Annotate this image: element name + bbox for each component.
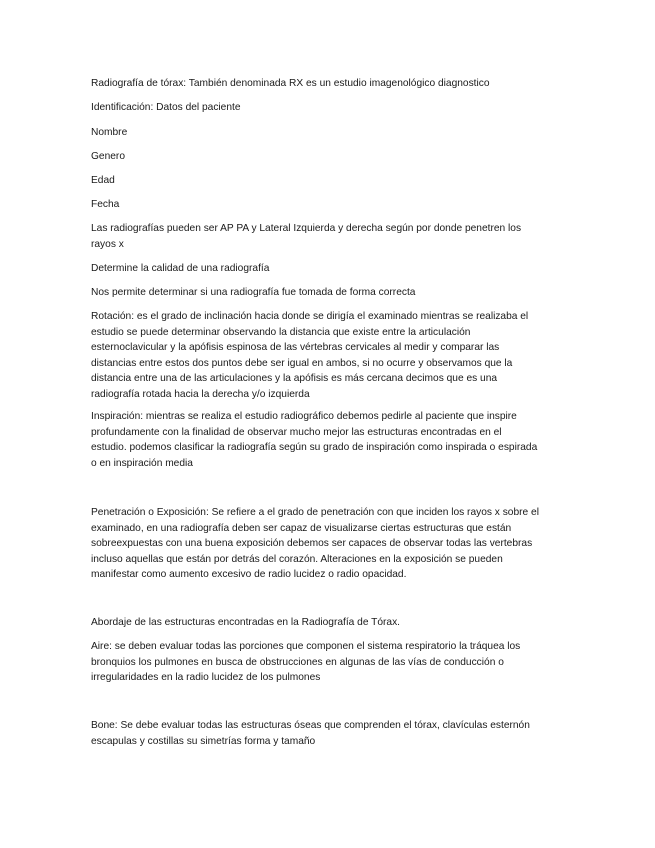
text-line: Abordaje de las estructuras encontradas en la Radiografía de Tórax. — [91, 617, 401, 628]
aire-paragraph — [91, 639, 571, 686]
penetracion-paragraph — [91, 505, 571, 583]
text-line: Aire: se deben evaluar todas las porciones que componen el sistema respiratorio la tráquea los — [91, 641, 521, 652]
field-fecha — [91, 197, 571, 213]
text-line: Nombre — [91, 127, 128, 138]
text-line: irregularidades en la radio lucidez de los pulmones — [91, 672, 321, 684]
text-line: Bone: Se debe evaluar todas las estructuras óseas que comprenden el tórax, clavículas esternón — [91, 720, 530, 731]
text-line: Fecha — [91, 199, 120, 210]
text-line: bronquios los pulmones en busca de obstrucciones en algunas de las vías de conducción o — [91, 656, 504, 668]
text-line: sobreexpuestas con una buena exposición debemos ser capaces de observar todas las vertebras — [91, 538, 533, 550]
radiografias-paragraph — [91, 221, 571, 252]
text-line: examinado, en una radiografía deben ser capaz de visualizarse ciertas estructuras que están — [91, 522, 512, 534]
text-line: estudio. podemos clasificar la radiografía según su grado de inspiración como inspirada o espirada — [91, 442, 538, 454]
text-line: manifestar como aumento excesivo de radio lucidez o radio opacidad. — [91, 569, 407, 581]
text-line: Las radiografías pueden ser AP PA y Lateral Izquierda y derecha según por donde penetren los — [91, 223, 522, 234]
text-line: Edad — [91, 175, 115, 186]
text-line: radiografía rotada hacia la derecha y/o izquierda — [91, 388, 310, 400]
text-line: distancias entre estos dos puntos debe ser igual en ambos, si no ocurre y observamos que la — [91, 357, 513, 369]
text-line: escapulas y costillas su simetrías forma y tamaño — [91, 735, 316, 747]
rotacion-paragraph — [91, 309, 571, 403]
text-line: Inspiración: mientras se realiza el estudio radiográfico debemos pedirle al paciente que inspire — [91, 411, 517, 422]
text-line: Penetración o Exposición: Se refiere a el grado de penetración con que inciden los rayos x sobre el — [91, 507, 539, 518]
abordaje-heading — [91, 615, 571, 631]
title-paragraph — [91, 76, 571, 92]
text-line: esternoclavicular y la apófisis espinosa de las vértebras cervicales al medir y comparar las — [91, 342, 500, 354]
quality-heading — [91, 261, 571, 277]
field-genero — [91, 149, 571, 165]
field-nombre — [91, 125, 571, 141]
text-line: Rotación: es el grado de inclinación hacia donde se dirigía el examinado mientras se realizaba el — [91, 311, 529, 322]
text-line: estudio se puede determinar observando la distancia que existe entre la articulación — [91, 326, 471, 338]
text-line: o en inspiración media — [91, 457, 193, 469]
quality-intro — [91, 285, 571, 301]
text-line: profundamente con la finalidad de observar mucho mejor las estructuras encontradas en el — [91, 426, 502, 438]
inspiracion-paragraph — [91, 409, 571, 471]
text-line: Genero — [91, 151, 125, 162]
text-line: Nos permite determinar si una radiografía fue tomada de forma correcta — [91, 287, 416, 298]
text-line: incluso aquellas que están por detrás del corazón. Alteraciones en la exposición se pueden — [91, 553, 503, 565]
text-line: Radiografía de tórax: También denominada RX es un estudio imagenológico diagnostico — [91, 78, 490, 89]
text-line: Identificación: Datos del paciente — [91, 102, 241, 113]
bone-paragraph — [91, 718, 571, 749]
field-edad — [91, 173, 571, 189]
identification-heading — [91, 100, 571, 116]
text-line: distancia entre una de las articulaciones y la apófisis es más cercana decimos que es una — [91, 373, 498, 385]
text-line: Determine la calidad de una radiografía — [91, 263, 270, 274]
text-line: rayos x — [91, 238, 124, 250]
